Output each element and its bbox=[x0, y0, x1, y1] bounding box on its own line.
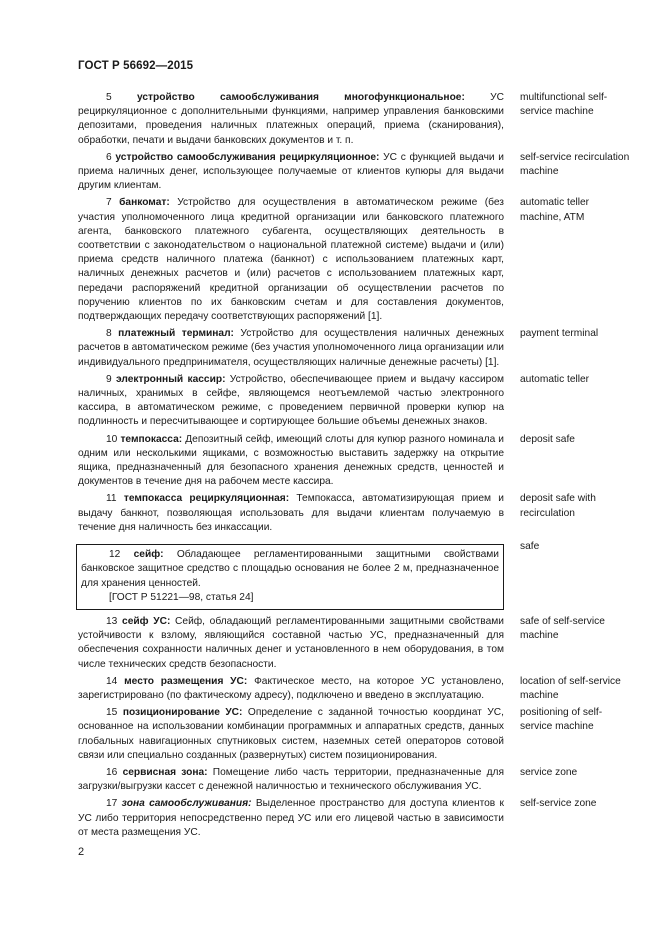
term-text bbox=[78, 91, 504, 148]
term-name: темпокасса рециркуляционная: bbox=[123, 493, 290, 505]
term-english-equivalent: service zone bbox=[520, 766, 578, 778]
term-name: банкомат: bbox=[119, 197, 170, 209]
term-number: 14 bbox=[106, 675, 118, 687]
term-text bbox=[78, 797, 504, 840]
term-entry-9 bbox=[78, 373, 618, 430]
term-english-equivalent: automatic teller machine, ATM bbox=[520, 197, 590, 223]
term-english-equivalent: automatic teller bbox=[520, 373, 590, 385]
terms-list bbox=[78, 91, 630, 843]
term-name: зона самообслуживания: bbox=[121, 798, 252, 810]
term-english-equivalent: deposit safe bbox=[520, 433, 575, 445]
term-name: темпокасса: bbox=[120, 433, 183, 445]
term-number: 12 bbox=[109, 549, 121, 561]
term-text bbox=[78, 433, 504, 490]
term-definition: Сейф, обладающий регламентированными защитными свойствами устойчивости к взлому, являющийся составной частью УС, предназначенный для обеспечения сохранности наличных денег и установленного в нем оборудования, в том числе технических средств безопасности. bbox=[78, 615, 504, 670]
term-entry-16 bbox=[78, 766, 618, 794]
term-definition: УС рециркуляционное с дополнительными функциями, например управления банковскими депозитами, проведения наличных платежных операций, приема (сканирования), обработки, печати и выдачи банковских документов и т. п. bbox=[78, 92, 504, 146]
term-text bbox=[78, 151, 504, 194]
term-number: 17 bbox=[106, 798, 118, 810]
term-number: 16 bbox=[106, 766, 118, 778]
term-entry-14 bbox=[78, 675, 621, 703]
term-english-equivalent: safe bbox=[520, 541, 540, 553]
term-definition: Депозитный сейф, имеющий слоты для купюр разного номинала и одним или несколькими ящиками, с возможностью выставить задержку на открытие ящика, предназначенный для безопасного хранения денежных средств, ценностей и документов в течение дня на рабочем месте кассира. bbox=[78, 433, 504, 488]
source-reference: [ГОСТ Р 51221—98, статья 24] bbox=[109, 591, 254, 603]
term-definition: Обладающее регламентированными защитными свойствами банковское защитное средство с площадью основания не более 2 м, предназначенное для хранения ценностей. bbox=[81, 549, 499, 589]
term-text bbox=[78, 706, 504, 763]
term-english-equivalent: self-service recirculation machine bbox=[520, 151, 630, 178]
term-english-equivalent: safe of self-service machine bbox=[520, 615, 605, 642]
term-definition: Определение с заданной точностью координат УС, основанное на использовании комбинации программных и аппаратных средств, данных глобальных навигационных спутниковых систем, наземных сетей операторов сотовой связи или специально созданных (развернутых) систем позиционирования. bbox=[78, 707, 504, 761]
term-english-equivalent: multifunctional self-service machine bbox=[520, 92, 608, 118]
term-definition: Устройство для осуществления наличных денежных расчетов в автоматическом режиме (без участия уполномоченного лица организации или индивидуального предпринимателя, осуществляющих наличные денежные расчеты) [1]. bbox=[78, 328, 504, 368]
term-definition: Помещение либо часть территории, предназначенные для загрузки/выгрузки кассет с денежной наличностью и технического обслуживания УС. bbox=[78, 766, 504, 793]
term-text bbox=[78, 766, 504, 794]
term-entry-8 bbox=[78, 327, 618, 370]
term-number: 10 bbox=[106, 433, 118, 445]
term-english-equivalent: positioning of self-service machine bbox=[520, 707, 603, 733]
term-number: 5 bbox=[106, 92, 112, 103]
term-entry-13 bbox=[78, 615, 618, 672]
term-name: позиционирование УС: bbox=[122, 707, 243, 719]
term-entry-5 bbox=[78, 91, 618, 148]
term-english-equivalent: deposit safe with recirculation bbox=[520, 493, 596, 519]
term-name: сервисная зона: bbox=[122, 766, 208, 778]
term-number: 8 bbox=[106, 328, 112, 340]
term-name: сейф: bbox=[133, 549, 164, 561]
term-name: электронный кассир: bbox=[116, 373, 226, 385]
term-entry-6 bbox=[78, 151, 630, 194]
term-definition: Устройство для осуществления в автоматическом режиме (без участия уполномоченного лица кредитной организации или банковского платежного агента, банковского платежного субагента, осуществляющих деятельность в соответствии с законодательством о национальной платежной системе) выдачи и (или) приема средств наличного платежа (банкнот) с использованием платежных карт, наличных денежных расчетов и (или) расчетов с использованием платежных карт, передачи распоряжений кредитной организации об осуществлении расчетов по поручению клиентов по их банковским счетам и для составления документов, подтверждающих передачу соответствующих распоряжений [1]. bbox=[78, 197, 504, 323]
term-name: платежный терминал: bbox=[118, 328, 234, 340]
term-name: сейф УС: bbox=[122, 615, 171, 627]
term-name: устройство самообслуживания многофункциональное: bbox=[136, 92, 465, 103]
term-number: 9 bbox=[106, 373, 112, 385]
term-definition: УС с функцией выдачи и приема наличных денег, использующее получаемые от клиентов купюры для выдачи другим клиентам. bbox=[78, 151, 504, 192]
term-entry-7 bbox=[78, 196, 618, 324]
term-text bbox=[78, 675, 504, 703]
term-english-equivalent: self-service zone bbox=[520, 798, 597, 810]
term-english-equivalent: location of self-service machine bbox=[520, 675, 621, 701]
term-name: место размещения УС: bbox=[124, 675, 248, 687]
term-number: 15 bbox=[106, 707, 118, 719]
document-header: ГОСТ Р 56692—2015 bbox=[78, 60, 194, 72]
term-text bbox=[78, 615, 504, 672]
term-definition: Темпокасса, автоматизирующая прием и выдачу банкнот, позволяющая использовать для выдачи клиентам получаемую в течение дня наличность без инкассации. bbox=[78, 493, 504, 533]
term-number: 6 bbox=[106, 151, 112, 163]
term-number: 11 bbox=[106, 493, 117, 505]
term-name: устройство самообслуживания рециркуляционное: bbox=[115, 151, 380, 163]
term-entry-10 bbox=[78, 433, 618, 490]
term-text bbox=[81, 548, 499, 591]
term-number: 7 bbox=[106, 197, 112, 209]
term-text bbox=[78, 492, 504, 535]
term-entry-15 bbox=[78, 706, 618, 763]
term-text bbox=[78, 373, 504, 430]
term-entry-17 bbox=[78, 797, 618, 840]
term-number: 13 bbox=[106, 615, 118, 627]
term-definition: Фактическое место, на которое УС установлено, зарегистрировано (по фактическому адресу), подключено и введено в эксплуатацию. bbox=[78, 675, 504, 701]
term-definition: Устройство, обеспечивающее прием и выдачу кассиром наличных, хранимых в сейфе, являющемся неотъемлемой частью электронного кассира, в автоматическом режиме, с проведением первичной проверки купюр на подлинность и пересчитывающее и сортирующее большие объемы денежных знаков. bbox=[78, 373, 504, 428]
term-english-equivalent: payment terminal bbox=[520, 328, 599, 340]
term-text bbox=[78, 196, 504, 324]
term-entry-12 bbox=[78, 541, 618, 610]
quoted-definition-box bbox=[76, 544, 504, 610]
term-definition: Выделенное пространство для доступа клиентов к УС либо территория непосредственно перед УС или его лицевой частью в зависимости от места размещения УС. bbox=[78, 798, 504, 838]
term-entry-11 bbox=[78, 492, 618, 535]
term-text bbox=[78, 327, 504, 370]
page-number: 2 bbox=[78, 846, 85, 858]
